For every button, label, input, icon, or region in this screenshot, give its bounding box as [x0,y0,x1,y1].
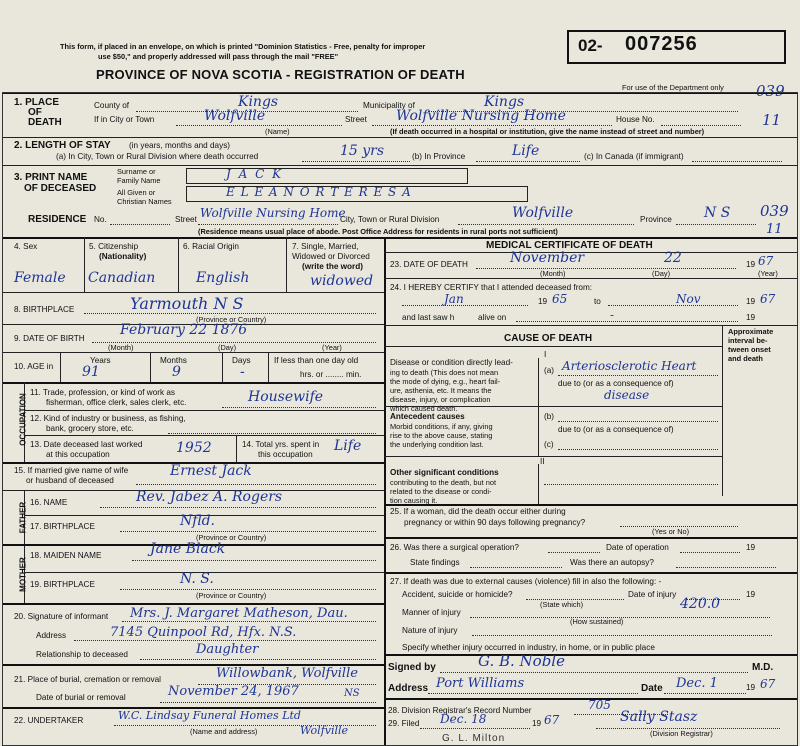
other-conditions-line [544,484,718,485]
dod-day-label: (Day) [652,269,671,278]
trade-line [222,407,376,408]
undertaker-value-2: Wolfville [300,724,349,737]
stay-province-label: (b) In Province [412,152,466,161]
mail-notice-line2: use $50," and properly addressed will pass through the mail "FREE" [98,52,339,61]
filed-year: 67 [544,713,560,727]
residence-province-label: Province [640,215,672,224]
residence-city-label: City, Town or Rural Division [340,215,440,224]
date-of-death-year-prefix: 19 [746,260,756,269]
dob-day-label: (Day) [218,343,237,352]
trade-label: 11. Trade, profession, or kind of work as [30,388,176,397]
print-name-label-2: OF DECEASED [24,183,97,194]
divider [2,92,798,94]
dod-year-label: (Year) [758,269,778,278]
residence-label: RESIDENCE [28,214,87,225]
attended-from-line [402,305,528,306]
divider [236,435,237,462]
cause-a-value-2: disease [604,388,650,402]
mother-side-label: MOTHER [18,557,28,592]
attended-from-year: 65 [552,292,568,306]
cause-a-value: Arteriosclerotic Heart [562,359,697,373]
father-name-value: Rev. Jabez A. Rogers [136,489,283,505]
mother-name-line [132,560,376,561]
divider [384,252,798,253]
dept-use-label: For use of the Department only [622,83,724,92]
hospital-note: (If death occurred in a hospital or institution, give the name instead of street and number) [390,127,705,136]
cause-b-line [558,421,718,422]
city-line [176,125,342,126]
name-sublabel: (Name) [265,127,290,136]
nature-of-injury-line [472,635,772,636]
relationship-label: Relationship to deceased [36,650,128,659]
father-birthplace-sublabel: (Province or Country) [196,533,267,542]
column-divider [384,237,386,746]
alive-on-label: alive on [478,313,507,322]
medical-certificate-title: MEDICAL CERTIFICATE OF DEATH [486,240,653,251]
registrar-signature: Sally Stasz [620,709,698,725]
city-label: If in City or Town [94,115,155,124]
racial-origin-value: English [196,270,250,286]
father-birthplace-value: Nfld. [180,513,215,529]
place-of-death-label-2: OF [28,107,42,118]
trade-value: Housewife [248,389,324,405]
informant-signature-line [122,621,376,622]
divider [384,325,798,326]
trade-label-2: fisherman, office clerk, sales clerk, etc. [46,398,187,407]
from-year-prefix: 19 [538,297,548,306]
occupation-side-label: OCCUPATION [18,393,28,446]
birthplace-label: 8. BIRTHPLACE [14,305,75,314]
mail-notice-line1: This form, if placed in an envelope, on which is printed "Dominion Statistics - Free, penalty for improper [60,42,426,51]
cause-c-label: (c) [544,440,554,449]
form-title: PROVINCE OF NOVA SCOTIA - REGISTRATION OF DEATH [96,67,465,82]
alive-on-line [516,321,738,322]
informant-address-line [74,640,376,641]
birthplace-value: Yarmouth N S [130,294,244,313]
residence-no-line [110,224,170,225]
total-years-label-2: this occupation [258,450,313,459]
father-name-label: 16. NAME [30,498,68,507]
operation-date-line [680,552,740,553]
registrar-sublabel: (Division Registrar) [650,729,713,738]
spouse-label: 15. If married give name of wife [14,466,129,475]
age-years-value: 91 [82,364,100,380]
stay-city-value: 15 yrs [340,143,385,159]
signer-address-label: Address [388,683,429,694]
residence-note: (Residence means usual place of abode. Post Office Address for residents in rural ports not sufficient) [198,227,558,236]
injury-year-prefix: 19 [746,590,756,599]
residence-no-label: No. [94,215,107,224]
burial-place-label: 21. Place of burial, cremation or removal [14,675,161,684]
surname-label-2: Family Name [117,176,161,185]
filed-year-prefix: 19 [532,719,542,728]
filed-value: Dec. 18 [440,712,487,726]
divider [178,237,179,292]
disease-label-6: which caused death. [390,404,458,413]
divider [60,352,61,382]
divider [384,278,798,279]
surname-label: Surname or [117,167,156,176]
last-saw-label: and last saw h [402,313,455,322]
residence-city-line [458,224,634,225]
municipality-label: Municipality of [363,101,415,110]
dept-code: 039 [756,82,785,100]
date-of-birth-label: 9. DATE OF BIRTH [14,334,85,343]
print-name-label: 3. PRINT NAME [14,172,88,183]
father-side-label: FATHER [18,501,28,534]
age-days-label: Days [232,356,251,365]
signed-date-value: Dec. 1 [676,676,718,691]
interval-label-4: and death [728,354,763,363]
surgical-operation-label: 26. Was there a surgical operation? [390,543,519,552]
given-names-value: E L E A N O R T E R E S A [226,185,412,199]
date-of-death-year: 67 [758,254,774,268]
sex-value: Female [14,270,66,286]
citizenship-sublabel: (Nationality) [99,252,147,261]
residence-province-line [676,224,756,225]
registrar-stamp: G. L. Milton [442,733,506,744]
signed-by-line [440,672,748,673]
age-label: 10. AGE in [14,362,54,371]
autopsy-label: Was there an autopsy? [570,558,654,567]
last-worked-label: 13. Date deceased last worked [30,440,143,449]
stay-canada-line [692,161,782,162]
residence-code-2: 11 [766,222,783,237]
divider [150,352,151,382]
cause-a-label: (a) [544,366,555,375]
divider [2,137,798,138]
divider [2,382,384,384]
residence-province-value: N S [704,205,731,221]
street-value: Wolfville Nursing Home [396,108,566,124]
disease-label-3: the mode of dying, e.g., heart fail- [390,377,501,386]
divider [2,165,798,166]
divider [2,292,384,293]
mother-name-value: Jane Black [150,541,226,557]
father-birthplace-line [120,531,376,532]
operation-date-label: Date of operation [606,543,669,552]
undertaker-value: W.C. Lindsay Funeral Homes Ltd [118,709,301,722]
total-years-value: Life [334,438,362,454]
date-of-death-day: 22 [664,250,682,266]
age-less-label-2: hrs. or ........ min. [300,370,362,379]
divider [384,537,798,539]
mother-birthplace-line [120,589,376,590]
place-of-death-label-3: DEATH [28,117,62,128]
county-value: Kings [238,94,279,110]
sex-label: 4. Sex [14,242,38,251]
divider [24,410,384,411]
municipality-value: Kings [484,94,525,110]
mother-name-label: 18. MAIDEN NAME [30,551,102,560]
nature-of-injury-label: Nature of injury [402,626,458,635]
county-label: County of [94,101,130,110]
interval-label-3: tween onset [728,345,771,354]
burial-date-mark: NS [344,688,360,699]
due-to-label-a: due to (or as a consequence of) [558,379,674,388]
undertaker-sublabel: (Name and address) [190,727,258,736]
industry-label-2: bank, grocery store, etc. [46,424,134,433]
md-label: M.D. [752,662,774,673]
stay-province-value: Life [512,143,540,159]
marital-label-3: (write the word) [302,262,363,271]
residence-code: 039 [760,202,789,220]
specify-injury-label: Specify whether injury occurred in industry, in home, or in public place [402,643,655,652]
disease-label-4: ure, asthenia, etc. It means the [390,386,492,395]
antecedent-label-2: Morbid conditions, if any, giving [390,422,493,431]
informant-signature-value: Mrs. J. Margaret Matheson, Dau. [130,606,348,621]
street-label: Street [345,115,367,124]
signed-by-value: G. B. Noble [478,652,565,670]
yes-no-sublabel: (Yes or No) [652,527,690,536]
divider [268,352,269,382]
industry-line [168,433,376,434]
cause-of-death-title: CAUSE OF DEATH [504,333,593,344]
divider [2,237,798,239]
burial-date-label: Date of burial or removal [36,693,126,702]
residence-street-value: Wolfville Nursing Home [200,206,346,220]
state-which-sublabel: (State which) [540,600,584,609]
filed-line [420,728,530,729]
certify-label: 24. I HEREBY CERTIFY that I attended deceased from: [390,283,593,292]
antecedent-label-1: Antecedent causes [390,412,465,421]
age-months-value: 9 [172,364,181,380]
stay-province-line [476,161,580,162]
burial-date-line [160,702,376,703]
city-value: Wolfville [204,108,266,124]
residence-street-label: Street [175,215,197,224]
undertaker-label: 22. UNDERTAKER [14,716,84,725]
signed-year: 67 [760,677,776,691]
stay-city-line [302,161,410,162]
surname-value: J A C K [226,167,284,181]
injury-code: 420.0 [680,596,721,612]
last-worked-label-2: at this occupation [46,450,110,459]
mother-birthplace-value: N. S. [180,571,214,587]
house-number-label: House No. [616,115,655,124]
father-birthplace-label: 17. BIRTHPLACE [30,522,95,531]
other-conditions-label-1: Other significant conditions [390,468,499,477]
other-conditions-label-4: tion causing it. [390,496,438,505]
antecedent-label-3: rise to the above cause, stating [390,431,493,440]
divider [286,237,287,292]
informant-address-value: 7145 Quinpool Rd, Hfx. N.S. [110,625,297,640]
date-of-death-line [476,268,736,269]
record-number-value: 705 [588,698,611,712]
mother-birthplace-label: 19. BIRTHPLACE [30,580,95,589]
place-code: 11 [762,111,782,129]
marital-label: 7. Single, Married, [292,242,359,251]
alive-year-prefix: 19 [746,313,756,322]
relationship-value: Daughter [196,642,259,657]
divider [384,456,722,457]
birthplace-line [84,313,376,314]
length-of-stay-label: 2. LENGTH OF STAY [14,140,111,151]
spouse-label-2: or husband of deceased [26,476,114,485]
pregnancy-label-2: pregnancy or within 90 days following pregnancy? [404,518,586,527]
section-ii: II [540,457,545,466]
to-label: to [594,297,601,306]
age-months-label: Months [160,356,187,365]
disease-label-2: ing to death (This does not mean [390,368,499,377]
racial-origin-label: 6. Racial Origin [183,242,239,251]
place-of-death-label: 1. PLACE [14,97,60,108]
state-findings-label: State findings [410,558,460,567]
informant-address-label: Address [36,631,67,640]
divider [384,654,798,656]
disease-label-1: Disease or condition directly lead- [390,358,513,367]
signed-date-line [664,693,746,694]
external-causes-label: 27. If death was due to external causes (violence) fill in also the following: - [390,577,662,586]
divider [384,406,722,407]
length-of-stay-sublabel: (in years, months and days) [129,141,231,150]
marital-value: widowed [310,273,374,289]
divider [384,572,798,574]
father-name-line [100,507,376,508]
interval-column-divider [722,325,723,496]
attended-to-line [608,305,738,306]
dob-year-label: (Year) [322,343,342,352]
attended-from-value: Jan [444,292,464,306]
injury-date-label: Date of injury [628,590,677,599]
alive-on-value: - [610,308,615,322]
disease-label-5: disease, injury, or complication [390,395,491,404]
age-less-label: If less than one day old [274,356,359,365]
other-conditions-label-3: related to the disease or condi- [390,487,492,496]
divider [538,464,539,504]
mother-birthplace-sublabel: (Province or Country) [196,591,267,600]
manner-of-injury-label: Manner of injury [402,608,461,617]
cause-c-line [558,449,718,450]
signer-address-line [428,693,638,694]
house-number-line [661,125,741,126]
relationship-line [140,659,376,660]
street-line [372,125,612,126]
surgical-operation-line [548,552,600,553]
record-number-label: 28. Division Registrar's Record Number [388,706,532,715]
burial-date-value: November 24, 1967 [168,684,299,699]
signed-date-label: Date [641,683,663,694]
pregnancy-label-1: 25. If a woman, did the death occur either during [390,507,566,516]
filed-label: 29. Filed [388,719,420,728]
burial-place-value: Willowbank, Wolfville [216,666,358,681]
dob-month-label: (Month) [108,343,134,352]
date-of-death-label: 23. DATE OF DEATH [390,260,468,269]
attended-to-value: Nov [676,292,701,306]
stay-canada-label: (c) In Canada (if immigrant) [584,152,684,161]
birthplace-sublabel: (Province or Country) [196,315,267,324]
how-sustained-sublabel: (How sustained) [570,617,624,626]
residence-city-value: Wolfville [512,205,574,221]
given-names-label-2: Christian Names [117,197,172,206]
total-years-label: 14. Total yrs. spent in [242,440,320,449]
signed-year-prefix: 19 [746,683,756,692]
interval-label-1: Approximate [728,327,774,336]
registration-number: 007256 [625,33,698,55]
spouse-value: Ernest Jack [170,463,252,479]
autopsy-line [676,567,776,568]
registration-prefix: 02- [578,36,603,55]
accident-label: Accident, suicide or homicide? [402,590,513,599]
age-years-label: Years [90,356,111,365]
informant-signature-label: 20. Signature of informant [14,612,109,621]
dod-month-label: (Month) [540,269,566,278]
given-names-label: All Given or [117,188,156,197]
divider [222,352,223,382]
state-findings-line [470,567,562,568]
stay-city-label: (a) In City, Town or Rural Division where death occurred [56,152,259,161]
due-to-label-b: due to (or as a consequence of) [558,425,674,434]
residence-street-line [198,224,338,225]
divider [384,504,798,506]
citizenship-value: Canadian [88,270,156,286]
date-of-birth-value: February 22 1876 [120,322,248,338]
age-days-value: - [240,364,245,380]
divider [2,603,384,605]
interval-label-2: interval be- [728,336,768,345]
divider [84,237,85,292]
last-worked-value: 1952 [176,440,212,456]
operation-year-prefix: 19 [746,543,756,552]
signed-by-label: Signed by [388,662,436,673]
divider [384,346,722,347]
date-of-death-month: November [510,250,585,266]
spouse-line [136,484,376,485]
divider [538,358,539,456]
attended-to-year: 67 [760,292,776,306]
cause-a-line [558,375,718,376]
industry-label: 12. Kind of industry or business, as fishing, [30,414,186,423]
divider [24,435,384,436]
citizenship-label: 5. Citizenship [89,242,139,251]
marital-label-2: Widowed or Divorced [292,252,370,261]
section-i: I [544,350,547,359]
to-year-prefix: 19 [746,297,756,306]
cause-b-label: (b) [544,412,555,421]
signer-address-value: Port Williams [436,676,525,691]
other-conditions-label-2: contributing to the death, but not [390,478,497,487]
antecedent-label-4: the underlying condition last. [390,440,484,449]
